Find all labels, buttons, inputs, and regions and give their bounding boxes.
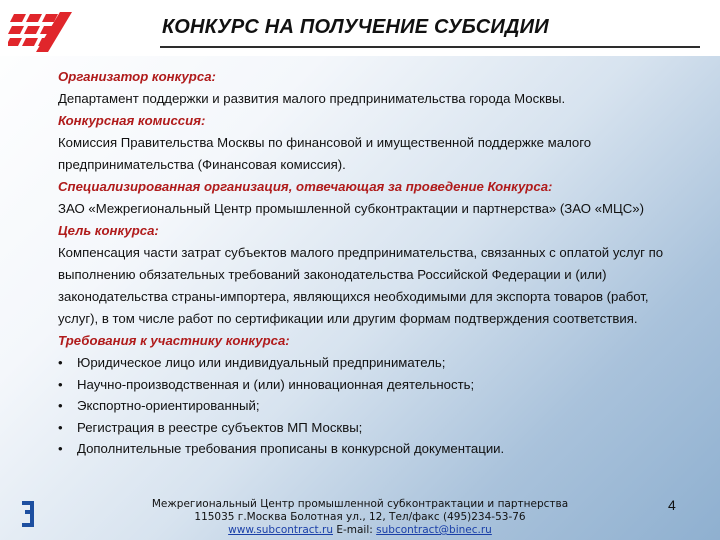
footer-address: 115035 г.Москва Болотная ул., 12, Тел/факс (495)234-53-76 [194, 511, 526, 523]
organizer-text: Департамент поддержки и развития малого предпринимательства города Москвы. [58, 91, 566, 106]
website-link[interactable]: www.subcontract.ru [228, 524, 333, 536]
list-item: • Дополнительные требования прописаны в конкурсной документации. [58, 438, 708, 460]
bullet-icon: • [58, 419, 63, 435]
requirements-heading: Требования к участнику конкурса: [58, 333, 290, 348]
bullet-icon: • [58, 376, 63, 392]
commission-text-line: Комиссия Правительства Москвы по финансовой и имущественной поддержке малого [58, 135, 592, 150]
list-item: • Регистрация в реестре субъектов МП Москвы; [58, 417, 708, 439]
list-item: • Экспортно-ориентированный; [58, 395, 708, 417]
header [0, 0, 720, 56]
page-number: 4 [668, 497, 676, 513]
bullet-icon: • [58, 355, 63, 370]
email-label: E-mail: [336, 524, 373, 536]
goal-text-line: законодательства страны-импортера, являющихся необходимыми для экспорта товаров (работ, [58, 289, 649, 304]
goal-text-line: Компенсация части затрат субъектов малого предпринимательства, связанных с оплатой услуг по [58, 245, 664, 260]
footer [140, 498, 580, 537]
bullet-icon: • [58, 441, 63, 456]
list-item: • Научно-производственная и (или) инновационная деятельность; [58, 374, 708, 396]
bullet-icon: • [58, 398, 63, 413]
slide-title: КОНКУРС НА ПОЛУЧЕНИЕ СУБСИДИИ [162, 16, 549, 38]
specialized-org-text: ЗАО «Межрегиональный Центр промышленной субконтрактации и партнерства» (ЗАО «МЦС») [58, 201, 645, 216]
goal-heading: Цель конкурса: [58, 223, 159, 238]
commission-heading: Конкурсная комиссия: [58, 113, 206, 128]
email-link[interactable]: subcontract@binec.ru [376, 524, 492, 536]
company-logo-icon [8, 10, 74, 52]
organizer-heading: Организатор конкурса: [58, 69, 216, 84]
list-item: • Юридическое лицо или индивидуальный предприниматель; [58, 352, 708, 374]
slide-content [58, 66, 708, 460]
commission-text-line: предпринимательства (Финансовая комиссия). [58, 157, 346, 172]
footer-org-name: Межрегиональный Центр промышленной субконтрактации и партнерства [151, 498, 569, 510]
goal-text-line: услуг), в том числе работ по сертификации или другим формам подтверждения соответствия. [58, 311, 638, 326]
specialized-org-heading: Специализированная организация, отвечающая за проведение Конкурса: [58, 179, 553, 194]
goal-text-line: выполнению обязательных требований законодательства Российской Федерации и (или) [58, 267, 607, 282]
title-underline [160, 46, 700, 48]
footer-contacts [140, 524, 580, 537]
requirements-list [58, 352, 708, 460]
small-logo-icon [20, 500, 34, 528]
